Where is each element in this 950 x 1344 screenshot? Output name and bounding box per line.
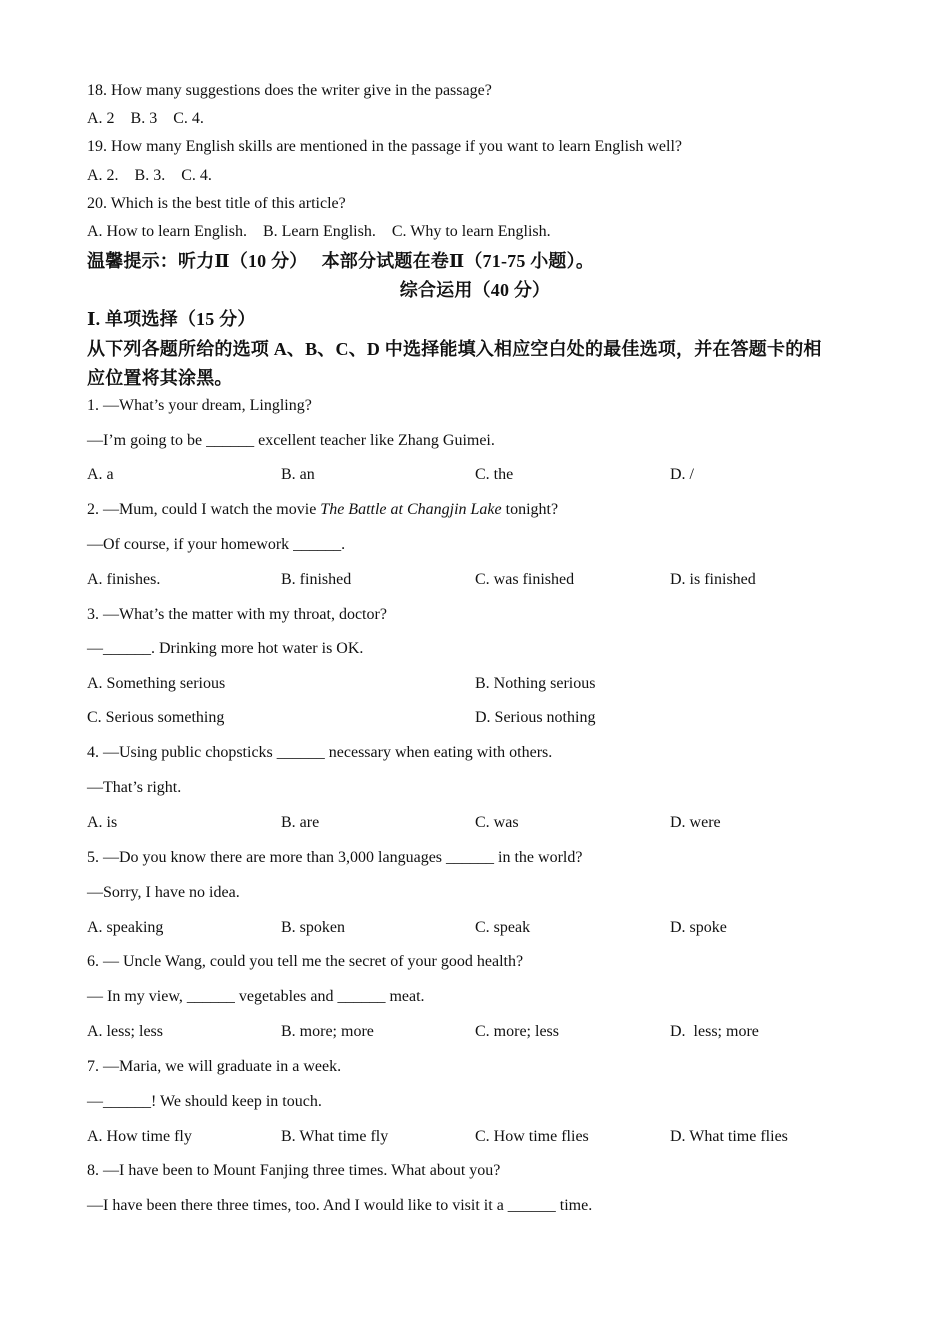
q6-option-d: D. less; more [670,1023,759,1040]
question-20-options: A. How to learn English. B. Learn English. C. Why to learn English. [87,223,551,240]
q2-option-a: A. finishes. [87,571,161,588]
q8-prompt: 8. —I have been to Mount Fanjing three times. What about you? [87,1162,501,1179]
q7-prompt: 7. —Maria, we will graduate in a week. [87,1058,342,1075]
q5-prompt: 5. —Do you know there are more than 3,000 languages ______ in the world? [87,849,583,866]
q2-prompt-pre: 2. —Mum, could I watch the movie [87,501,321,518]
q3-option-c: C. Serious something [87,709,225,726]
q2-option-c: C. was finished [475,571,575,588]
q3-option-a: A. Something serious [87,675,226,692]
q5-reply: —Sorry, I have no idea. [87,884,240,901]
q1-option-a: A. a [87,466,114,483]
q6-prompt: 6. — Uncle Wang, could you tell me the secret of your good health? [87,953,524,970]
q8-reply: —I have been there three times, too. And I would like to visit it a ______ time. [87,1197,593,1214]
q2-option-d: D. is finished [670,571,756,588]
q7-option-d: D. What time flies [670,1128,788,1145]
question-19: 19. How many English skills are mentioned in the passage if you want to learn English well? [87,138,682,155]
instructions-line-1: 从下列各题所给的选项 A、B、C、D 中选择能填入相应空白处的最佳选项，并在答题卡的相 [87,339,822,359]
instructions-line-2: 应位置将其涂黑。 [87,368,233,388]
question-19-options: A. 2. B. 3. C. 4. [87,167,212,184]
section-title: 综合运用（40 分） [399,280,551,300]
q7-option-b: B. What time fly [281,1128,389,1145]
q2-movie-title: The Battle at Changjin Lake [320,501,502,518]
q1-reply: —I’m going to be ______ excellent teacher like Zhang Guimei. [87,432,495,449]
q4-reply: —That’s right. [87,779,182,796]
q3-option-d: D. Serious nothing [475,709,596,726]
q6-option-c: C. more; less [475,1023,559,1040]
q2-prompt-post: tonight? [501,501,559,518]
q3-option-b: B. Nothing serious [475,675,596,692]
q5-option-a: A. speaking [87,919,164,936]
part-title: Ⅰ. 单项选择（15 分） [87,309,256,329]
q5-option-c: C. speak [475,919,531,936]
q5-option-b: B. spoken [281,919,345,936]
q7-option-a: A. How time fly [87,1128,192,1145]
question-20: 20. Which is the best title of this article? [87,195,346,212]
q1-option-d: D. / [670,466,694,483]
q4-option-c: C. was [475,814,519,831]
q2-option-b: B. finished [281,571,352,588]
q4-option-a: A. is [87,814,118,831]
q5-option-d: D. spoke [670,919,727,936]
q2-reply: —Of course, if your homework ______. [87,536,346,553]
q2-prompt [87,499,558,521]
q1-prompt: 1. —What’s your dream, Lingling? [87,397,312,414]
q3-reply: —______. Drinking more hot water is OK. [87,640,364,657]
q7-option-c: C. How time flies [475,1128,589,1145]
q6-option-a: A. less; less [87,1023,163,1040]
q1-option-c: C. the [475,466,514,483]
notice: 温馨提示：听力Ⅱ（10 分） 本部分试题在卷Ⅱ（71-75 小题）。 [87,251,595,271]
q3-prompt: 3. —What’s the matter with my throat, doctor? [87,606,387,623]
q6-option-b: B. more; more [281,1023,374,1040]
q7-reply: —______! We should keep in touch. [87,1093,322,1110]
question-18-options: A. 2 B. 3 C. 4. [87,110,204,127]
q6-reply: — In my view, ______ vegetables and ______ meat. [87,988,425,1005]
q4-option-d: D. were [670,814,721,831]
q4-option-b: B. are [281,814,320,831]
q4-prompt: 4. —Using public chopsticks ______ necessary when eating with others. [87,744,553,761]
q1-option-b: B. an [281,466,315,483]
question-18: 18. How many suggestions does the writer give in the passage? [87,82,492,99]
